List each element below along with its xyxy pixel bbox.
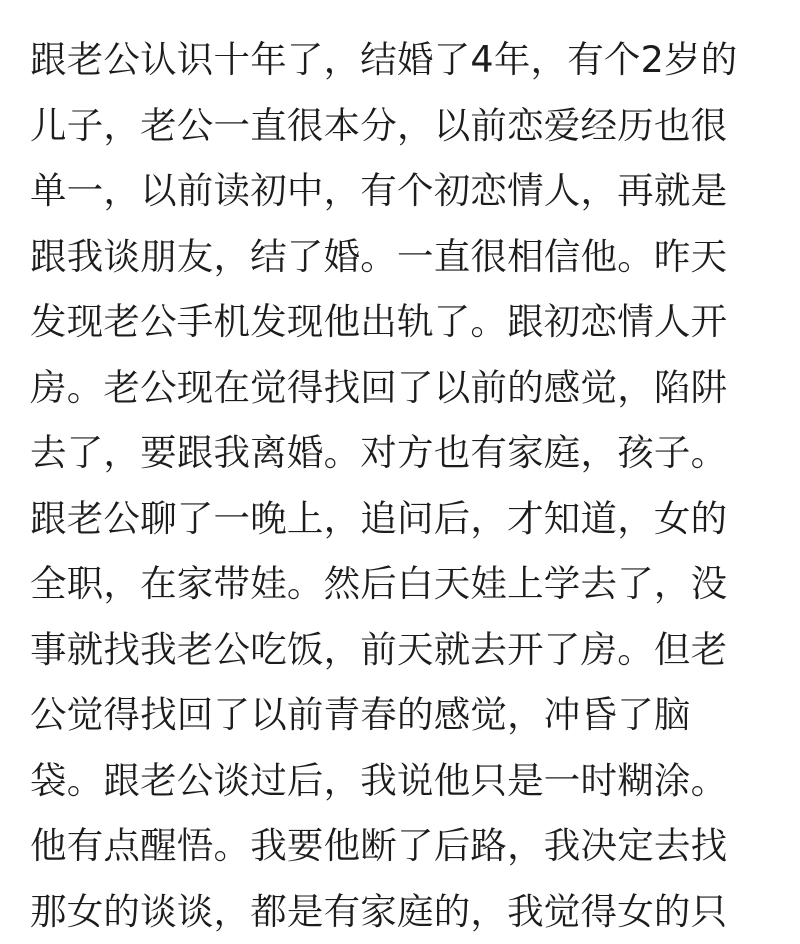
text-line: 公觉得找回了以前青春的感觉，冲昏了脑 bbox=[30, 682, 780, 748]
text-line: 跟我谈朋友，结了婚。一直很相信他。昨天 bbox=[30, 224, 780, 290]
text-line: 去了，要跟我离婚。对方也有家庭，孩子。 bbox=[30, 420, 780, 486]
text-line: 跟老公认识十年了，结婚了4年，有个2岁的 bbox=[30, 27, 780, 93]
text-line: 事就找我老公吃饭，前天就去开了房。但老 bbox=[30, 617, 780, 683]
text-line: 他有点醒悟。我要他断了后路，我决定去找 bbox=[30, 813, 780, 879]
text-line: 全职，在家带娃。然后白天娃上学去了，没 bbox=[30, 551, 780, 617]
text-line: 跟老公聊了一晚上，追问后，才知道，女的 bbox=[30, 486, 780, 552]
text-line: 房。老公现在觉得找回了以前的感觉，陷阱 bbox=[30, 355, 780, 421]
text-line: 袋。跟老公谈过后，我说他只是一时糊涂。 bbox=[30, 748, 780, 814]
text-line: 发现老公手机发现他出轨了。跟初恋情人开 bbox=[30, 289, 780, 355]
text-line: 儿子，老公一直很本分，以前恋爱经历也很 bbox=[30, 93, 780, 159]
text-line: 那女的谈谈，都是有家庭的，我觉得女的只 bbox=[30, 879, 780, 944]
text-line: 单一，以前读初中，有个初恋情人，再就是 bbox=[30, 158, 780, 224]
post-body bbox=[30, 27, 780, 944]
